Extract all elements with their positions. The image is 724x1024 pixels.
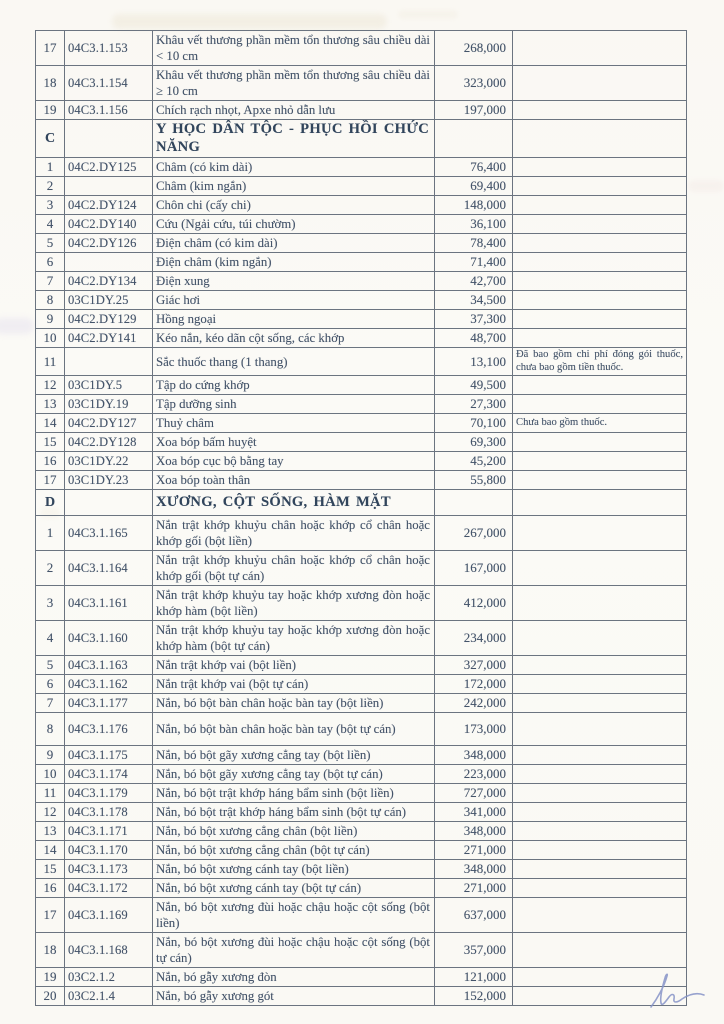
table-row	[36, 656, 687, 675]
cell-code: 04C3.1.153	[65, 31, 153, 66]
cell-code: 04C3.1.161	[65, 586, 153, 621]
cell-name: Xoa bóp bấm huyệt	[153, 433, 435, 452]
cell-code: 04C3.1.175	[65, 746, 153, 765]
table-row	[36, 452, 687, 471]
cell-price: 48,700	[435, 329, 513, 348]
cell-price: 45,200	[435, 452, 513, 471]
cell-note	[513, 215, 687, 234]
cell-price: 36,100	[435, 215, 513, 234]
cell-name: Nắn, bó bột bàn chân hoặc bàn tay (bột tự cán)	[153, 713, 435, 746]
cell-note	[513, 898, 687, 933]
table-row	[36, 713, 687, 746]
cell-price: 348,000	[435, 822, 513, 841]
cell-name: Sắc thuốc thang (1 thang)	[153, 348, 435, 376]
cell-code: 04C3.1.176	[65, 713, 153, 746]
table-row	[36, 516, 687, 551]
cell-stt: 2	[36, 177, 65, 196]
cell-stt: 10	[36, 329, 65, 348]
cell-code	[65, 348, 153, 376]
cell-price: 121,000	[435, 968, 513, 987]
table-row	[36, 765, 687, 784]
cell-note	[513, 291, 687, 310]
table-row	[36, 253, 687, 272]
cell-code	[65, 490, 153, 516]
table-row	[36, 551, 687, 586]
cell-price	[435, 490, 513, 516]
cell-price: 167,000	[435, 551, 513, 586]
table-row	[36, 414, 687, 433]
cell-code: 03C2.1.2	[65, 968, 153, 987]
cell-price: 27,300	[435, 395, 513, 414]
cell-name: Thuỷ châm	[153, 414, 435, 433]
cell-stt: D	[36, 490, 65, 516]
cell-price: 323,000	[435, 66, 513, 101]
table-row	[36, 329, 687, 348]
cell-stt: 17	[36, 31, 65, 66]
cell-price: 223,000	[435, 765, 513, 784]
cell-price: 271,000	[435, 879, 513, 898]
cell-price: 49,500	[435, 376, 513, 395]
cell-name: XƯƠNG, CỘT SỐNG, HÀM MẶT	[153, 490, 435, 516]
cell-code: 04C3.1.165	[65, 516, 153, 551]
cell-name: Nắn, bó bột xương cánh tay (bột liền)	[153, 860, 435, 879]
cell-code: 04C2.DY134	[65, 272, 153, 291]
cell-code: 04C2.DY125	[65, 158, 153, 177]
cell-name: Nắn, bó bột xương cẳng chân (bột tự cán)	[153, 841, 435, 860]
cell-price: 412,000	[435, 586, 513, 621]
cell-note	[513, 746, 687, 765]
table-row	[36, 376, 687, 395]
cell-code: 03C1DY.23	[65, 471, 153, 490]
table-row	[36, 586, 687, 621]
cell-code: 04C2.DY128	[65, 433, 153, 452]
cell-stt: 1	[36, 158, 65, 177]
cell-note	[513, 234, 687, 253]
cell-note	[513, 471, 687, 490]
cell-note	[513, 177, 687, 196]
cell-price: 13,100	[435, 348, 513, 376]
cell-name: Điện châm (có kim dài)	[153, 234, 435, 253]
cell-note	[513, 933, 687, 968]
cell-price: 71,400	[435, 253, 513, 272]
table-row	[36, 433, 687, 452]
cell-code: 04C3.1.170	[65, 841, 153, 860]
cell-note	[513, 66, 687, 101]
cell-name: Tập do cứng khớp	[153, 376, 435, 395]
cell-stt: 19	[36, 101, 65, 120]
cell-note	[513, 310, 687, 329]
table-row	[36, 272, 687, 291]
cell-note	[513, 31, 687, 66]
cell-stt: 5	[36, 656, 65, 675]
table-row	[36, 348, 687, 376]
cell-note	[513, 713, 687, 746]
cell-price: 341,000	[435, 803, 513, 822]
cell-code: 03C1DY.22	[65, 452, 153, 471]
table-row	[36, 968, 687, 987]
cell-stt: 11	[36, 348, 65, 376]
cell-price: 69,300	[435, 433, 513, 452]
cell-name: Khâu vết thương phần mềm tổn thương sâu chiều dài < 10 cm	[153, 31, 435, 66]
cell-note	[513, 120, 687, 158]
table-row	[36, 215, 687, 234]
cell-note	[513, 987, 687, 1006]
cell-stt: 17	[36, 898, 65, 933]
cell-name: Điện châm (kim ngắn)	[153, 253, 435, 272]
cell-code: 04C3.1.171	[65, 822, 153, 841]
table-row	[36, 177, 687, 196]
table-row	[36, 621, 687, 656]
cell-name: Nắn trật khớp vai (bột liền)	[153, 656, 435, 675]
cell-note	[513, 694, 687, 713]
cell-stt: 14	[36, 841, 65, 860]
table-row	[36, 784, 687, 803]
cell-price: 42,700	[435, 272, 513, 291]
table-row	[36, 310, 687, 329]
cell-code: 04C3.1.168	[65, 933, 153, 968]
cell-note	[513, 395, 687, 414]
cell-stt: 18	[36, 933, 65, 968]
scan-artifact	[112, 14, 387, 29]
cell-note	[513, 452, 687, 471]
cell-stt: 4	[36, 621, 65, 656]
scan-artifact	[0, 318, 34, 334]
cell-code: 04C3.1.173	[65, 860, 153, 879]
cell-name: Nắn, bó bột trật khớp háng bẩm sinh (bột liền)	[153, 784, 435, 803]
cell-code: 04C2.DY124	[65, 196, 153, 215]
table-row	[36, 898, 687, 933]
cell-stt: 8	[36, 291, 65, 310]
cell-note	[513, 253, 687, 272]
cell-code: 03C1DY.25	[65, 291, 153, 310]
cell-stt: 20	[36, 987, 65, 1006]
cell-price: 173,000	[435, 713, 513, 746]
table-row	[36, 822, 687, 841]
cell-name: Kéo nắn, kéo dãn cột sống, các khớp	[153, 329, 435, 348]
cell-note	[513, 879, 687, 898]
cell-note	[513, 272, 687, 291]
cell-note	[513, 586, 687, 621]
cell-stt: 12	[36, 376, 65, 395]
table-row	[36, 803, 687, 822]
cell-stt: 5	[36, 234, 65, 253]
cell-name: Nắn, bó bột xương cẳng chân (bột liền)	[153, 822, 435, 841]
cell-code	[65, 120, 153, 158]
cell-price: 76,400	[435, 158, 513, 177]
cell-code: 04C2.DY141	[65, 329, 153, 348]
cell-note	[513, 433, 687, 452]
cell-stt: 14	[36, 414, 65, 433]
cell-note	[513, 656, 687, 675]
cell-stt: 8	[36, 713, 65, 746]
cell-note	[513, 841, 687, 860]
cell-stt: 6	[36, 253, 65, 272]
scan-artifact	[688, 180, 724, 192]
cell-name: Khâu vết thương phần mềm tổn thương sâu chiều dài ≥ 10 cm	[153, 66, 435, 101]
cell-price: 78,400	[435, 234, 513, 253]
table-row	[36, 841, 687, 860]
cell-price: 148,000	[435, 196, 513, 215]
cell-code: 03C1DY.5	[65, 376, 153, 395]
table-row	[36, 31, 687, 66]
cell-note	[513, 803, 687, 822]
cell-stt: 7	[36, 272, 65, 291]
table-row	[36, 879, 687, 898]
section-header-row	[36, 120, 687, 158]
cell-price: 70,100	[435, 414, 513, 433]
cell-stt: 16	[36, 879, 65, 898]
cell-name: Y HỌC DÂN TỘC - PHỤC HỒI CHỨC NĂNG	[153, 120, 435, 158]
cell-code: 04C3.1.177	[65, 694, 153, 713]
cell-price: 267,000	[435, 516, 513, 551]
table-row	[36, 101, 687, 120]
cell-note	[513, 822, 687, 841]
cell-code	[65, 177, 153, 196]
cell-code: 04C3.1.156	[65, 101, 153, 120]
cell-stt: 9	[36, 746, 65, 765]
price-table-body	[36, 31, 687, 1006]
scan-artifact	[398, 10, 458, 19]
cell-stt: 1	[36, 516, 65, 551]
cell-name: Chôn chi (cấy chi)	[153, 196, 435, 215]
cell-name: Tập dưỡng sinh	[153, 395, 435, 414]
cell-stt: 11	[36, 784, 65, 803]
cell-stt: 13	[36, 822, 65, 841]
table-row	[36, 196, 687, 215]
cell-price: 197,000	[435, 101, 513, 120]
cell-code: 04C3.1.162	[65, 675, 153, 694]
cell-price: 172,000	[435, 675, 513, 694]
cell-code: 04C2.DY127	[65, 414, 153, 433]
cell-code: 04C3.1.169	[65, 898, 153, 933]
cell-note	[513, 490, 687, 516]
cell-note: Đã bao gồm chi phí đóng gói thuốc, chưa bao gồm tiền thuốc.	[513, 348, 687, 376]
cell-price: 55,800	[435, 471, 513, 490]
cell-stt: 15	[36, 860, 65, 879]
cell-note	[513, 516, 687, 551]
cell-price: 357,000	[435, 933, 513, 968]
cell-code: 04C2.DY129	[65, 310, 153, 329]
cell-stt: 3	[36, 196, 65, 215]
cell-name: Giác hơi	[153, 291, 435, 310]
cell-price: 727,000	[435, 784, 513, 803]
cell-stt: 4	[36, 215, 65, 234]
cell-note	[513, 675, 687, 694]
cell-name: Xoa bóp toàn thân	[153, 471, 435, 490]
cell-code	[65, 253, 153, 272]
cell-note	[513, 765, 687, 784]
cell-price: 271,000	[435, 841, 513, 860]
cell-code: 04C2.DY126	[65, 234, 153, 253]
cell-name: Nắn trật khớp khuỷu tay hoặc khớp xương đòn hoặc khớp hàm (bột liền)	[153, 586, 435, 621]
table-row	[36, 234, 687, 253]
cell-price: 242,000	[435, 694, 513, 713]
cell-note	[513, 196, 687, 215]
cell-code: 04C3.1.164	[65, 551, 153, 586]
cell-price: 327,000	[435, 656, 513, 675]
cell-price: 637,000	[435, 898, 513, 933]
cell-name: Nắn, bó gẫy xương đòn	[153, 968, 435, 987]
cell-code: 04C2.DY140	[65, 215, 153, 234]
table-row	[36, 746, 687, 765]
table-row	[36, 860, 687, 879]
cell-code: 04C3.1.154	[65, 66, 153, 101]
cell-stt: C	[36, 120, 65, 158]
cell-name: Nắn trật khớp khuỷu chân hoặc khớp cổ chân hoặc khớp gối (bột liền)	[153, 516, 435, 551]
cell-name: Nắn, bó bột trật khớp háng bẩm sinh (bột tự cán)	[153, 803, 435, 822]
cell-stt: 9	[36, 310, 65, 329]
cell-name: Nắn, bó bột gãy xương cẳng tay (bột liền)	[153, 746, 435, 765]
cell-price: 37,300	[435, 310, 513, 329]
price-table	[35, 30, 687, 1006]
cell-name: Nắn trật khớp vai (bột tự cán)	[153, 675, 435, 694]
cell-price	[435, 120, 513, 158]
cell-note	[513, 376, 687, 395]
cell-price: 69,400	[435, 177, 513, 196]
cell-name: Châm (có kim dài)	[153, 158, 435, 177]
table-row	[36, 675, 687, 694]
cell-code: 04C3.1.174	[65, 765, 153, 784]
cell-price: 348,000	[435, 860, 513, 879]
table-row	[36, 291, 687, 310]
table-row	[36, 158, 687, 177]
cell-name: Nắn, bó bột xương đùi hoặc chậu hoặc cột sống (bột tự cán)	[153, 933, 435, 968]
cell-note	[513, 860, 687, 879]
cell-price: 152,000	[435, 987, 513, 1006]
cell-price: 34,500	[435, 291, 513, 310]
cell-stt: 2	[36, 551, 65, 586]
table-row	[36, 395, 687, 414]
table-row	[36, 694, 687, 713]
cell-name: Nắn, bó bột xương đùi hoặc chậu hoặc cột sống (bột liền)	[153, 898, 435, 933]
cell-name: Cứu (Ngải cứu, túi chườm)	[153, 215, 435, 234]
cell-name: Chích rạch nhọt, Apxe nhỏ dẫn lưu	[153, 101, 435, 120]
cell-price: 268,000	[435, 31, 513, 66]
cell-stt: 18	[36, 66, 65, 101]
cell-stt: 13	[36, 395, 65, 414]
cell-stt: 6	[36, 675, 65, 694]
cell-name: Hồng ngoại	[153, 310, 435, 329]
cell-stt: 16	[36, 452, 65, 471]
cell-name: Nắn trật khớp khuỷu chân hoặc khớp cổ chân hoặc khớp gối (bột tự cán)	[153, 551, 435, 586]
cell-name: Nắn, bó bột gãy xương cẳng tay (bột tự cán)	[153, 765, 435, 784]
table-row	[36, 471, 687, 490]
cell-stt: 7	[36, 694, 65, 713]
cell-name: Nắn trật khớp khuỷu tay hoặc khớp xương đòn hoặc khớp hàm (bột tự cán)	[153, 621, 435, 656]
cell-price: 348,000	[435, 746, 513, 765]
cell-note	[513, 158, 687, 177]
cell-code: 03C1DY.19	[65, 395, 153, 414]
cell-name: Nắn, bó gẫy xương gót	[153, 987, 435, 1006]
table-row	[36, 66, 687, 101]
cell-code: 04C3.1.178	[65, 803, 153, 822]
cell-code: 04C3.1.179	[65, 784, 153, 803]
cell-stt: 12	[36, 803, 65, 822]
section-header-row	[36, 490, 687, 516]
cell-name: Nắn, bó bột xương cánh tay (bột tự cán)	[153, 879, 435, 898]
cell-note	[513, 329, 687, 348]
cell-note	[513, 621, 687, 656]
table-row	[36, 933, 687, 968]
cell-code: 04C3.1.172	[65, 879, 153, 898]
cell-stt: 17	[36, 471, 65, 490]
cell-code: 04C3.1.163	[65, 656, 153, 675]
cell-name: Xoa bóp cục bộ bằng tay	[153, 452, 435, 471]
cell-code: 04C3.1.160	[65, 621, 153, 656]
table-row	[36, 987, 687, 1006]
cell-stt: 3	[36, 586, 65, 621]
cell-code: 03C2.1.4	[65, 987, 153, 1006]
cell-price: 234,000	[435, 621, 513, 656]
cell-stt: 15	[36, 433, 65, 452]
cell-note: Chưa bao gồm thuốc.	[513, 414, 687, 433]
cell-name: Nắn, bó bột bàn chân hoặc bàn tay (bột liền)	[153, 694, 435, 713]
cell-name: Điện xung	[153, 272, 435, 291]
cell-note	[513, 968, 687, 987]
cell-stt: 19	[36, 968, 65, 987]
cell-note	[513, 784, 687, 803]
cell-stt: 10	[36, 765, 65, 784]
cell-note	[513, 101, 687, 120]
cell-note	[513, 551, 687, 586]
cell-name: Châm (kim ngắn)	[153, 177, 435, 196]
